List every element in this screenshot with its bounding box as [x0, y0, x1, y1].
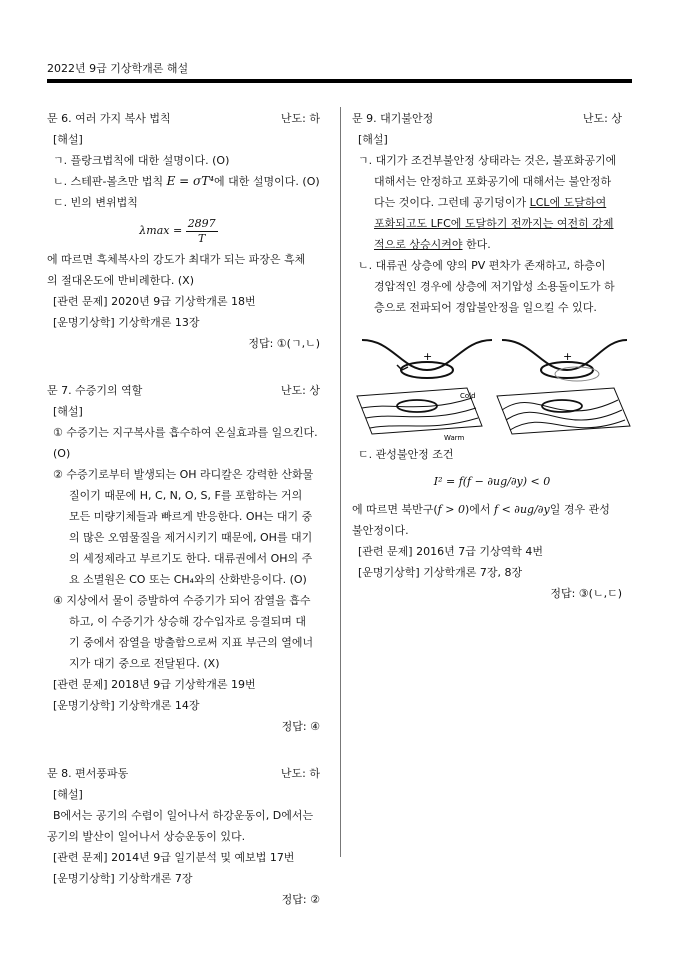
paragraph-line: 의 절대온도에 반비례한다. (X)	[47, 274, 194, 287]
reference: [운명기상학] 기상학개론 14장	[53, 699, 200, 712]
column-divider	[340, 107, 341, 857]
warm-label: Warm	[444, 434, 465, 442]
reference: [운명기상학] 기상학개론 7장, 8장	[358, 566, 523, 579]
item-b: ㄴ. 대류권 상층에 양의 PV 편차가 존재하고, 하층이 경압적인 경우에 상층에 저기압성 소용돌이도가 하 층으로 전파되어 경압불안정을 일으킬 수 있다.	[358, 259, 615, 314]
item-4: ④ 지상에서 물이 증발하여 수증기가 되어 잠열을 흡수 하고, 이 수증기가 상승해 강수입자로 응결되며 대 기 중에서 잠열을 방출함으로써 지표 부근의 열에너 지가 대기 중으로 전달된다. (X)	[53, 594, 314, 670]
question-9	[352, 108, 632, 604]
item-a: ㄱ. 플랑크법칙에 대한 설명이다. (O)	[53, 154, 230, 167]
paragraph-line: 에 따르면 북반구(f > 0)에서 f < ∂ug/∂y일 경우 관성	[352, 503, 610, 516]
item-a: ㄱ. 대기가 조건부불안정 상태라는 것은, 불포화공기에 대해서는 안정하고 포화공기에 대해서는 불안정하 다는 것이다. 그런데 공기덩이가 LCL에 도달하여 포화되고도 LFC에 도달하기 전까지는 여전히 강제 적으로 상승시켜야 한다.	[358, 154, 617, 251]
question-title: 문 7. 수증기의 역할	[47, 384, 143, 397]
solution-label: [해설]	[53, 405, 83, 418]
answer: 정답: ①(ㄱ,ㄴ)	[248, 337, 320, 350]
right-column	[352, 108, 632, 604]
question-title: 문 8. 편서풍파동	[47, 767, 129, 780]
paragraph-line: B에서는 공기의 수렴이 일어나서 하강운동이, D에서는	[53, 809, 314, 822]
item-1: ① 수증기는 지구복사를 흡수하여 온실효과를 일으킨다. (O)	[53, 426, 318, 460]
baroclinic-instability-diagram	[352, 326, 632, 444]
related-problem: [관련 문제] 2014년 9급 일기분석 및 예보법 17번	[53, 851, 295, 864]
header-rule	[47, 79, 632, 83]
difficulty: 난도: 하	[280, 767, 320, 780]
related-problem: [관련 문제] 2018년 9급 기상학개론 19번	[53, 678, 256, 691]
plus-sign: +	[423, 350, 433, 363]
related-problem: [관련 문제] 2020년 9급 기상학개론 18번	[53, 295, 256, 308]
paragraph-line: 불안정이다.	[352, 524, 409, 537]
question-6	[47, 108, 330, 354]
reference: [운명기상학] 기상학개론 13장	[53, 316, 200, 329]
stefan-boltzmann-formula: E = σT⁴	[166, 174, 215, 188]
cold-label: Cold	[460, 392, 476, 400]
plus-sign: +	[563, 350, 573, 363]
difficulty: 난도: 상	[280, 384, 320, 397]
difficulty: 난도: 상	[582, 112, 622, 125]
answer: 정답: ②	[281, 893, 320, 906]
paragraph-line: 공기의 발산이 일어나서 상승운동이 있다.	[47, 830, 246, 843]
solution-label: [해설]	[53, 133, 83, 146]
related-problem: [관련 문제] 2016년 7급 기상역학 4번	[358, 545, 543, 558]
answer: 정답: ③(ㄴ,ㄷ)	[550, 587, 622, 600]
item-2: ② 수증기로부터 발생되는 OH 라디칼은 강력한 산화물 질이기 때문에 H, C, N, O, S, F를 포함하는 거의 모든 미량기체들과 빠르게 반응한다. OH는 대기 중 의 많은 오염물질을 제거시키기 때문에, OH를 대기 의 세정제라고 부르기도 한다. 대류권에서 OH의 주 요 소멸원은 CO 또는 CH₄와의 산화반응이다. (O)	[53, 468, 314, 586]
reference: [운명기상학] 기상학개론 7장	[53, 872, 193, 885]
question-8	[47, 763, 330, 910]
answer: 정답: ④	[281, 720, 320, 733]
paragraph-line: 에 따르면 흑체복사의 강도가 최대가 되는 파장은 흑체	[47, 253, 306, 266]
difficulty: 난도: 하	[280, 112, 320, 125]
question-7	[47, 380, 330, 737]
question-title: 문 6. 여러 가지 복사 법칙	[47, 112, 171, 125]
page-header-title: 2022년 9급 기상학개론 해설	[47, 62, 189, 75]
item-b: ㄴ. 스테판-볼츠만 법칙 E = σT⁴에 대한 설명이다. (O)	[53, 174, 320, 188]
item-c: ㄷ. 빈의 변위법칙	[53, 196, 138, 209]
pv-figure	[352, 326, 632, 444]
solution-label: [해설]	[358, 133, 388, 146]
wien-formula: λmax = $\frac{2897}{T}$	[139, 216, 216, 245]
item-c: ㄷ. 관성불안정 조건	[358, 448, 454, 461]
inertial-instability-formula: I² = f(f − ∂ug/∂y) < 0	[433, 475, 551, 488]
left-column	[47, 108, 330, 910]
solution-label: [해설]	[53, 788, 83, 801]
question-title: 문 9. 대기불안정	[352, 112, 434, 125]
